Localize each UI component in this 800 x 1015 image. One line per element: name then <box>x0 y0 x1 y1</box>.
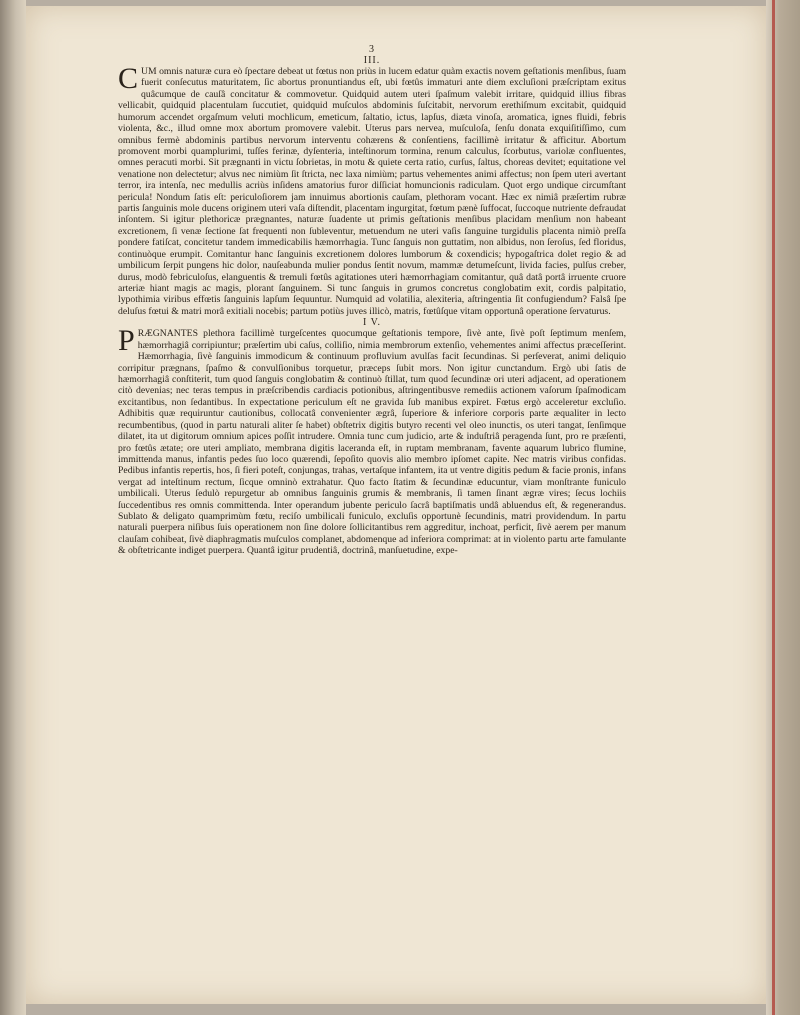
text-column <box>118 44 626 557</box>
drop-cap-c: C <box>118 62 139 95</box>
red-edge-line <box>772 0 775 1015</box>
paragraph-iv <box>118 324 626 557</box>
page-edge <box>766 0 800 1015</box>
paragraph-iv-text: RÆGNANTES plethora facillimè turgeſcentes quocumque geſtationis tempore, ſivè ante, ſivè poſt ſeptimum menſem, hæmorrhagiâ corripiuntur; præſertim ubi caſus, colliſio, nimia membrorum extenſio, vehementes animi affectus præceſſerint. Hæmorrhagia, ſivè ſanguinis immodicum & continuum profluvium avulſas facit ſecundinas. Si perſeverat, animi deliquio corripitur prægnans, ſpaſmo & convulſionibus torquetur, præceps ſubit mors. Non igitur cunctandum. Ergò ubi ſatis de hæmorrhagiâ conſtiterit, tum quod ſanguis conglobatim & continuò ſtillat, tum quod ſecundinæ ori uteri adjacent, ad operationem citò devenias; nec teras tempus in præſcribendis cardiacis potionibus, aſtringentibusve remediis actionem vaſorum ſpaſmodicam excitantibus, non ſedantibus. In expectatione periculum eſt ne gravida ſub manibus expiret. Fœtus ergò acceleretur excluſio. Adhibitis quæ requiruntur cautionibus, collocatâ convenienter ægrâ, ſuperiore & inferiore corporis parte æqualiter in lecto recumbentibus, (quod in partu naturali aliter ſe habet) obſtetrix digitis butyro recenti vel oleo inunctis, os uteri tangat, ſenſimque dilatet, ita ut digitorum omnium apices poſſit intrudere. Omnia tunc cum judicio, arte & induſtriâ peragenda ſunt, pro re præſenti, pro fœtûs ætate; ore uteri ampliato, membrana digitis laceranda eſt, in ruptam membranam, favente aquarum lubrico flumine, immittenda manus, infantis pedes ſuo loco quærendi, ſepoſito quovis alio membro ipſomet capite. Nec matris viribus confidas. Pedibus infantis repertis, hos, ſi fieri poteſt, conjungas, trahas, vertaſque infantem, ita ut ventre digitis pedum & facie pronis, infans vergat ad inteſtinum rectum, ſicque omninò extrahatur. Quo facto ſtatim & ſecundinæ educuntur, viam monſtrante funiculo umbilicali. Uterus ſedulò repurgetur ab omnibus ſanguinis grumis & membranis, ſi tamen ſinant ægræ vires; ſecus lochiis ſuccedentibus res omnis committenda. Inter operandum jubente periculo ſacrâ baptiſmatis undâ abluendus eſt, & regenerandus. Sublato & deligato quamprimùm fœtu, reciſo umbilicali funiculo, excluſis opportunè ſecundinis, matri providendum. In partu naturali puerpera niſibus ſuis operationem non ſine dolore ſollicitantibus rem aggreditur, inchoat, perficit, ſivè aerem per manum clauſam cohibeat, ſivè diaphragmatis muſculos complanet, abdomenque ad inferiora comprimat: at in violento partu arte famulante & obſtetricante indiget puerpera. Quantâ igitur prudentiâ, doctrinâ, manſuetudine, expe- <box>118 328 626 557</box>
page-number: 3 <box>369 44 375 55</box>
paragraph-iii-text: UM omnis naturæ cura eò ſpectare debeat ut fœtus non priùs in lucem edatur quàm exactis novem geſtationis menſibus, ſuam fuerit conſecutus maturitatem, ſic abortus pronuntiandus eſt, ubi fœtûs immaturi ante diem excluſioni præſcriptam exitus quâcumque de cauſâ concitatur & commovetur. Quidquid autem uteri ſpaſmum valebit irritare, quidquid illius fibras vellicabit, quidquid placentulam ſuccutiet, quidquid muſculos abdominis ſuſcitabit, nervorum erethiſmum excitabit, quidquid humorum accendet orgaſmum veluti mochlicum, emeticum, ſaltatio, ictus, lapſus, diæta vinoſa, aromatica, ignes fluidi, febris violenta, &c., illud omne mox abortum promovere valebit. Uterus pars nervea, muſculoſa, ſenſu donata exquiſitiſſimo, cum omnibus fermè abdominis partibus nervorum interventu cohærens & conſentiens, facillimè irritatur & afficitur. Abortum promovent morbi quamplurimi, tuſſes ferinæ, dyſenteria, inteſtinorum tormina, renum calculus, ſcorbutus, variolæ confluentes, omnes peracuti morbi. Sit prægnanti in victu ſobrietas, in motu & quiete certa ratio, curſus, ſaltus, choreas devitet; equitatione vel venatione non delectetur; alvus nec nimiùm ſit ſtricta, nec laxa nimiùm; partus vehementes animi affectus; non ſpem uteri avertant terror, ira intenſa, nec medullis acriùs inſidens amatorius furor diſſiciat homuncionis radiculam. Quot ergo undique circumſtant pericula! Nondum ſatis eſt: periculoſiorem jam innuimus abortionis cauſam, plethoram vocant. Hæc ex nimiâ præſertim rubræ partis ſanguinis mole ducens originem uteri vaſa diſtendit, placentam ingurgitat, fœtum pænè ſuffocat, ſuccoque nutriente defraudat inſontem. Si igitur plethoricæ prægnantes, naturæ ſuadente ut primis geſtationis menſibus placidam menſium non habeant excretionem, ſi venæ ſectione ſat frequenti non ſubleventur, metuendum ne uteri vaſis ſanguine turgidulis placenta nimiò preſſa pondere fatiſcat, concitetur tandem immedicabilis hæmorrhagia. Tunc ſanguis non guttatim, non albidus, non ſeroſus, ſed floridus, continuòque erumpit. Comitantur hanc ſanguinis excretionem dolores lumborum & coxendicis; hypogaſtrica dolet regio & ad umbilicum ſerpit pungens hic dolor, nauſeabunda mulier pondus ſentit novum, mammæ detumeſcunt, livida facies, pulſus creber, durus, modò febriculoſus, elanguentis & tremuli fœtûs agitationes uteri hæmorrhagiam comitantur, quâ datâ portâ irruente cruore arteriæ hiant magis ac magis, plorant ſanguinem. Si tunc ſanguis in grumos concretus conglobatim exit, cordis palpitatio, lypothimia viribus effœtis ſanguinis lapſum ſequuntur. Numquid ad volatilia, alexiteria, aſtringentia ſit confugiendum? Falsâ ſpe deluſus fœtui & matri morâ exitiali nocebis; partum potiùs juves illicò, matris, fœtûſque vitam opportunâ operatione ſervaturus. <box>118 66 626 317</box>
drop-cap-p: P <box>118 324 135 358</box>
section-numeral-iv: I V. <box>362 317 382 329</box>
paragraph-iii <box>118 62 626 317</box>
section-numeral-iii: III. <box>363 55 381 66</box>
binding-shadow <box>0 0 26 1015</box>
